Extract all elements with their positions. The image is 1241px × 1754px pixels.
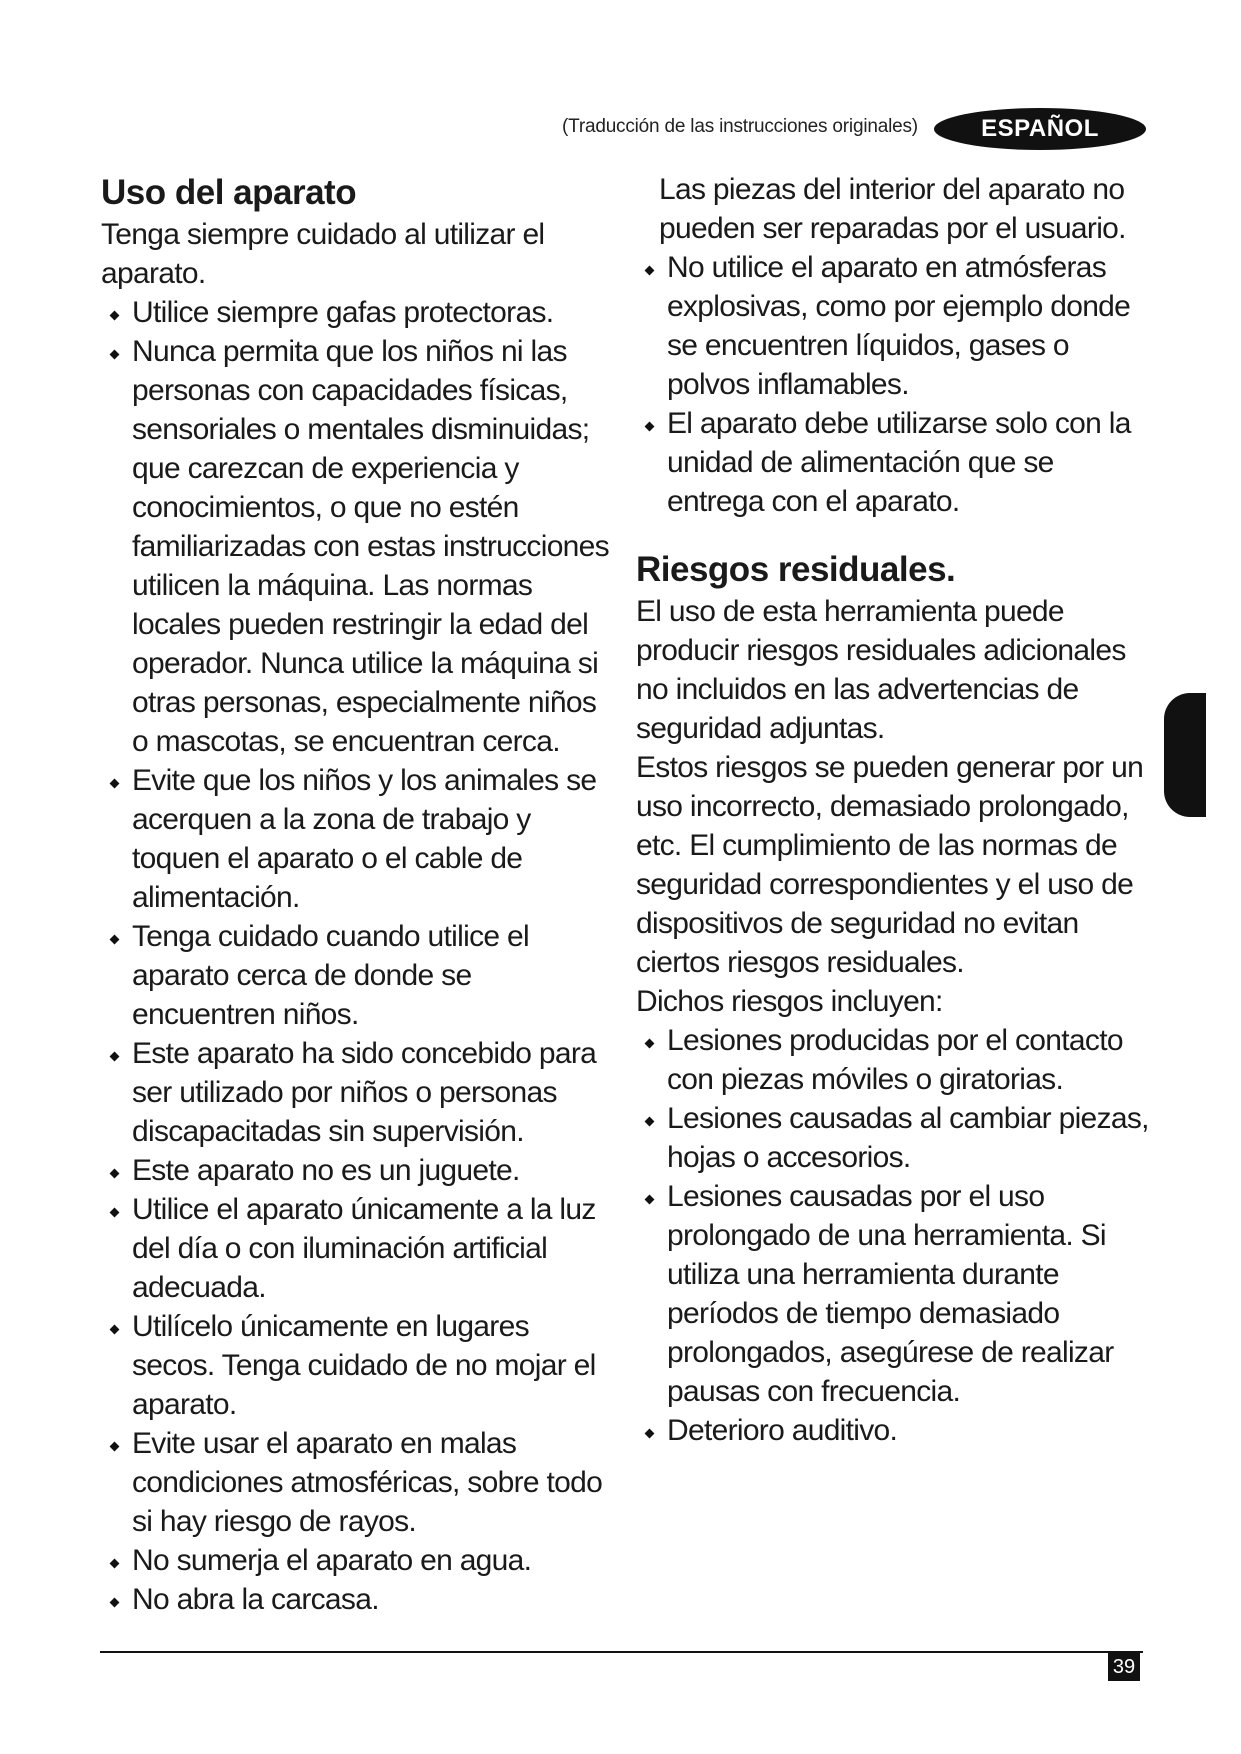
bullet-diamond-icon bbox=[110, 1169, 120, 1179]
continuation-text: Las piezas del interior del aparato no pueden ser reparadas por el usuario. bbox=[659, 173, 1126, 245]
list-item: Utilice el aparato únicamente a la luz del día o con iluminación artificial adecuada. bbox=[101, 1190, 611, 1307]
list-item: Utilícelo únicamente en lugares secos. Tenga cuidado de no mojar el aparato. bbox=[101, 1307, 611, 1424]
list-item: Este aparato no es un juguete. bbox=[101, 1151, 611, 1190]
usage-bullet-list-continued bbox=[636, 248, 1156, 521]
bullet-diamond-icon bbox=[645, 1195, 655, 1205]
risks-paragraph: El uso de esta herramienta puede producir riesgos residuales adicionales no incluidos en las advertencias de seguridad adjuntas. bbox=[636, 595, 1126, 745]
list-item: Evite usar el aparato en malas condiciones atmosféricas, sobre todo si hay riesgo de rayos. bbox=[101, 1424, 611, 1541]
footer-divider bbox=[100, 1651, 1143, 1653]
list-item: Lesiones producidas por el contacto con piezas móviles o giratorias. bbox=[636, 1021, 1156, 1099]
bullet-diamond-icon bbox=[110, 1052, 120, 1062]
risks-paragraph: Estos riesgos se pueden generar por un uso incorrecto, demasiado prolongado, etc. El cumplimiento de las normas de seguridad correspondientes y el uso de dispositivos de seguridad no evitan ciertos riesgos residuales. bbox=[636, 751, 1144, 979]
list-item: El aparato debe utilizarse solo con la unidad de alimentación que se entrega con el aparato. bbox=[636, 404, 1156, 521]
list-item: No abra la carcasa. bbox=[101, 1580, 611, 1619]
list-item: Deterioro auditivo. bbox=[636, 1411, 1156, 1450]
list-item: No sumerja el aparato en agua. bbox=[101, 1541, 611, 1580]
list-item: Nunca permita que los niños ni las personas con capacidades físicas, sensoriales o mentales disminuidas; que carezcan de experiencia y conocimientos, o que no estén familiarizadas con estas instrucciones utilicen la máquina. Las normas locales pueden restringir la edad del operador. Nunca utilice la máquina si otras personas, especialmente niños o mascotas, se encuentran cerca. bbox=[101, 332, 611, 761]
bullet-diamond-icon bbox=[645, 1039, 655, 1049]
bullet-diamond-icon bbox=[110, 935, 120, 945]
risks-bullet-list bbox=[636, 1021, 1156, 1450]
bullet-diamond-icon bbox=[110, 350, 120, 360]
list-item: Evite que los niños y los animales se acerquen a la zona de trabajo y toquen el aparato o el cable de alimentación. bbox=[101, 761, 611, 917]
bullet-diamond-icon bbox=[110, 1208, 120, 1218]
section-tab-marker bbox=[1164, 693, 1206, 817]
bullet-diamond-icon bbox=[110, 779, 120, 789]
bullet-diamond-icon bbox=[645, 1117, 655, 1127]
risks-paragraph: Dichos riesgos incluyen: bbox=[636, 985, 943, 1018]
bullet-diamond-icon bbox=[110, 1325, 120, 1335]
intro-text: Tenga siempre cuidado al utilizar el aparato. bbox=[101, 218, 545, 290]
list-item: No utilice el aparato en atmósferas explosivas, como por ejemplo donde se encuentren líquidos, gases o polvos inflamables. bbox=[636, 248, 1156, 404]
section-title-uso: Uso del aparato bbox=[101, 173, 357, 212]
left-column bbox=[101, 170, 611, 1619]
bullet-diamond-icon bbox=[110, 1442, 120, 1452]
list-item: Este aparato ha sido concebido para ser utilizado por niños o personas discapacitadas sin supervisión. bbox=[101, 1034, 611, 1151]
bullet-diamond-icon bbox=[110, 311, 120, 321]
list-item: Utilice siempre gafas protectoras. bbox=[101, 293, 611, 332]
list-item: Tenga cuidado cuando utilice el aparato cerca de donde se encuentren niños. bbox=[101, 917, 611, 1034]
usage-bullet-list bbox=[101, 293, 611, 1619]
bullet-diamond-icon bbox=[645, 266, 655, 276]
bullet-diamond-icon bbox=[110, 1559, 120, 1569]
bullet-diamond-icon bbox=[645, 422, 655, 432]
list-item: Lesiones causadas por el uso prolongado de una herramienta. Si utiliza una herramienta durante períodos de tiempo demasiado prolongados, asegúrese de realizar pausas con frecuencia. bbox=[636, 1177, 1156, 1411]
bullet-diamond-icon bbox=[645, 1429, 655, 1439]
right-column bbox=[636, 170, 1156, 1450]
page-number: 39 bbox=[1108, 1653, 1140, 1681]
bullet-diamond-icon bbox=[110, 1598, 120, 1608]
language-badge: ESPAÑOL bbox=[934, 108, 1146, 150]
section-title-riesgos: Riesgos residuales. bbox=[636, 550, 956, 589]
translation-note: (Traducción de las instrucciones originales) bbox=[562, 116, 918, 137]
list-item: Lesiones causadas al cambiar piezas, hojas o accesorios. bbox=[636, 1099, 1156, 1177]
